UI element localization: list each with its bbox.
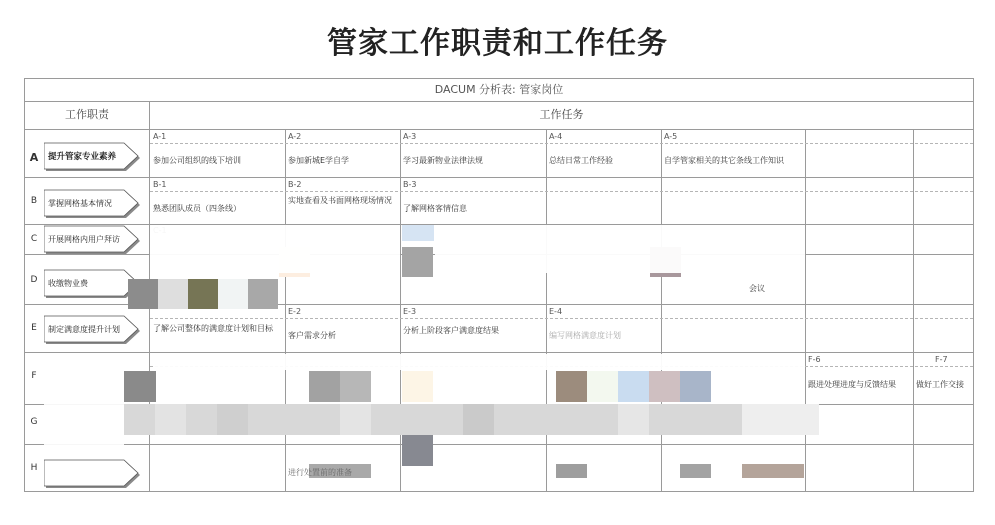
blurred-region	[618, 404, 649, 435]
blur-mask	[150, 225, 400, 273]
task-code: F-7	[935, 355, 948, 364]
row-letter: A	[29, 151, 39, 164]
blurred-region	[649, 371, 680, 402]
row-divider	[25, 177, 973, 178]
col-divider	[805, 129, 806, 491]
task-code: A-1	[153, 132, 167, 141]
duty-arrow	[44, 315, 142, 345]
sheet-title: DACUM 分析表: 管家岗位	[25, 79, 973, 102]
row-letter: F	[31, 371, 37, 381]
row-letter: H	[30, 463, 38, 473]
code-line	[150, 143, 973, 144]
task-code: E-4	[549, 307, 563, 316]
row-divider	[25, 352, 973, 353]
row-letter: E	[31, 323, 37, 333]
blurred-region	[217, 404, 248, 435]
task-cell: 参加新城E学自学	[288, 156, 350, 165]
blurred-region	[402, 435, 433, 466]
blurred-region	[158, 279, 188, 309]
blurred-region	[155, 404, 186, 435]
duty-label: 收缴物业费	[48, 279, 88, 288]
blurred-region	[556, 371, 587, 402]
blurred-region	[618, 371, 649, 402]
task-cell: 熟悉团队成员（四条线）	[153, 204, 241, 213]
col-divider	[546, 129, 547, 491]
code-line	[150, 191, 973, 192]
task-code: A-4	[549, 132, 563, 141]
duty-arrow	[44, 225, 142, 255]
row-letter: B	[30, 196, 38, 206]
duty-arrow	[44, 142, 142, 172]
blurred-region	[340, 371, 371, 402]
dacum-table	[24, 78, 974, 492]
blur-mask	[435, 225, 805, 273]
blur-mask	[44, 354, 124, 458]
blurred-region	[218, 279, 248, 309]
row-divider	[25, 444, 973, 445]
blurred-region	[556, 464, 587, 478]
task-code: E-2	[288, 307, 302, 316]
blurred-region	[248, 279, 278, 309]
task-cell: 会议	[749, 284, 765, 293]
blurred-region	[128, 279, 158, 309]
row-letter: C	[30, 234, 38, 244]
blur-mask	[155, 354, 805, 370]
task-cell: 总结日常工作经验	[549, 156, 613, 165]
blurred-region	[463, 404, 494, 435]
blurred-region	[188, 279, 218, 309]
duty-arrow	[44, 189, 142, 219]
blurred-region	[742, 404, 819, 435]
col-divider	[661, 129, 662, 491]
code-line	[150, 318, 973, 319]
duty-label: 掌握网格基本情况	[48, 199, 112, 208]
task-cell: 编写网格满意度计划	[549, 331, 621, 340]
blurred-region	[680, 371, 711, 402]
task-cell: 实地查看及书面网格现场情况	[288, 196, 392, 205]
blurred-region	[742, 464, 804, 478]
duties-header: 工作职责	[25, 101, 150, 130]
col-divider	[285, 129, 286, 491]
blurred-region	[680, 464, 711, 478]
duty-label: 提升管家专业素养	[48, 152, 117, 162]
row-letter: G	[30, 417, 38, 427]
task-cell: 参加公司组织的线下培训	[153, 156, 241, 165]
task-cell: 了解公司整体的满意度计划和目标	[153, 324, 273, 333]
task-cell: 进行处置前的准备	[288, 468, 352, 477]
task-cell: 客户需求分析	[288, 331, 336, 340]
task-cell: 分析上阶段客户满意度结果	[403, 326, 499, 335]
task-code: F-6	[808, 355, 821, 364]
page-title: 管家工作职责和工作任务	[327, 26, 668, 61]
blurred-region	[124, 371, 156, 402]
task-code: B-1	[153, 180, 167, 189]
col-divider	[913, 129, 914, 491]
blurred-region	[402, 225, 434, 241]
task-cell: 做好工作交接	[916, 380, 964, 389]
blurred-region	[402, 247, 433, 277]
task-cell: 自学管家相关的其它条线工作知识	[664, 156, 784, 165]
task-code: B-2	[288, 180, 302, 189]
duty-label: 制定满意度提升计划	[48, 325, 120, 334]
duty-label: 开展网格内用户拜访	[48, 235, 120, 244]
task-cell: 跟进处理进度与反馈结果	[808, 380, 896, 389]
col-divider	[400, 129, 401, 491]
row-letter: D	[30, 275, 38, 285]
task-code: A-3	[403, 132, 417, 141]
tasks-header: 工作任务	[150, 101, 973, 130]
task-code: A-5	[664, 132, 678, 141]
blurred-region	[402, 371, 433, 402]
task-code: E-3	[403, 307, 417, 316]
blurred-region	[587, 371, 618, 402]
task-cell: 学习最新物业法律法规	[403, 156, 483, 165]
blurred-region	[340, 404, 371, 435]
blurred-region	[309, 371, 340, 402]
task-code: B-3	[403, 180, 417, 189]
task-code: A-2	[288, 132, 302, 141]
task-cell: 了解网格客情信息	[403, 204, 467, 213]
duty-arrow	[44, 459, 142, 489]
col-divider	[149, 129, 150, 491]
